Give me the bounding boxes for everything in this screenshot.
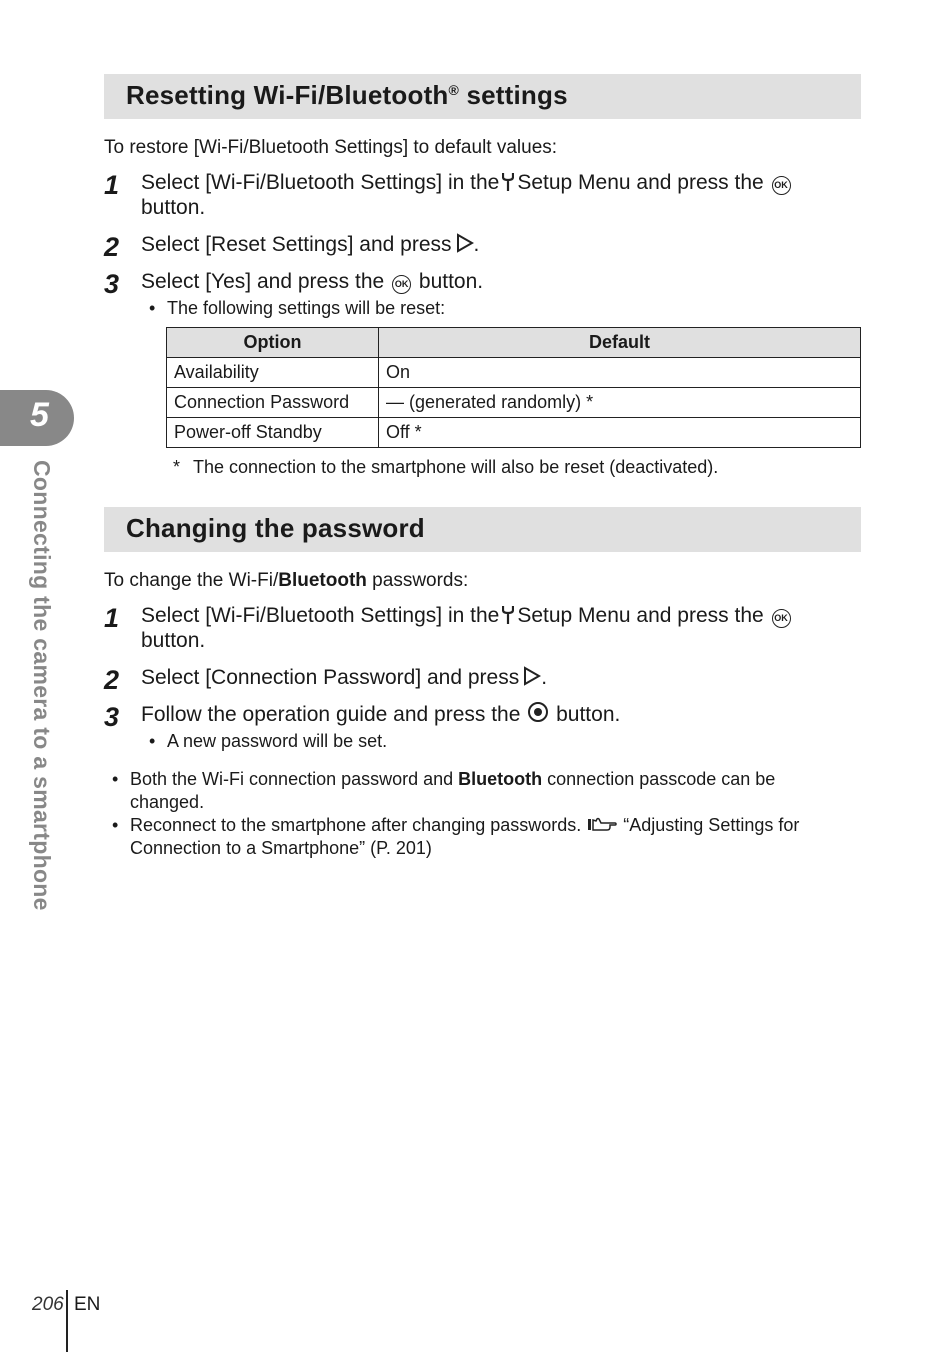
note-item: • Both the Wi-Fi connection password and Bluetooth connection passcode can be changed. (112, 769, 776, 812)
step-text: Select [Wi-Fi/Bluetooth Settings] in the Setup Menu and press the OK button. (141, 170, 793, 220)
section-title-password: Changing the password (126, 513, 425, 543)
intro-reset: To restore [Wi-Fi/Bluetooth Settings] to default values: (104, 137, 558, 158)
table-header: Option (167, 328, 379, 358)
table-cell: On (379, 358, 861, 388)
ok-button-icon: OK (392, 275, 411, 294)
table-cell: Connection Password (167, 388, 379, 418)
chapter-number: 5 (30, 396, 49, 434)
page-number: 206 (32, 1294, 64, 1315)
section-title-reset: Resetting Wi-Fi/Bluetooth® settings (126, 80, 568, 110)
ok-button-icon: OK (772, 609, 791, 628)
table-cell: Power-off Standby (167, 418, 379, 448)
step-text: Select [Wi-Fi/Bluetooth Settings] in the Setup Menu and press the OK button. (141, 603, 793, 653)
note-item: • Reconnect to the smartphone after changing passwords. “Adjusting Settings for Connection to a Smartphone” (P. 201) (112, 815, 800, 858)
step-text: Select [Reset Settings] and press . (141, 233, 480, 256)
bullet-reset-list: • The following settings will be reset: (149, 298, 446, 318)
setup-wrench-icon (502, 605, 514, 625)
table-cell: — (generated randomly) * (379, 388, 861, 418)
table-header: Default (379, 328, 861, 358)
table-row (167, 388, 861, 418)
chapter-title: Connecting the camera to a smartphone (29, 460, 55, 911)
table-cell: Availability (167, 358, 379, 388)
step-number: 2 (104, 232, 120, 262)
footer-divider (66, 1290, 68, 1352)
step-number: 3 (104, 702, 120, 732)
step-text: Follow the operation guide and press the button. (141, 703, 621, 726)
chapter-tab (0, 390, 74, 446)
bullet-new-password: • A new password will be set. (149, 731, 388, 751)
right-arrow-icon (523, 666, 541, 686)
step-number: 1 (104, 170, 120, 200)
setup-wrench-icon (502, 172, 514, 192)
reference-hand-icon (587, 816, 617, 832)
step-number: 1 (104, 603, 120, 633)
page-footer (32, 1294, 101, 1316)
intro-password: To change the Wi-Fi/Bluetooth passwords: (104, 570, 469, 591)
ok-button-icon: OK (772, 176, 791, 195)
target-button-icon (528, 702, 548, 722)
table-row (167, 418, 861, 448)
language-label: EN (74, 1294, 101, 1315)
step-number: 3 (104, 269, 120, 299)
step-text: Select [Connection Password] and press . (141, 666, 548, 689)
table-footnote: * The connection to the smartphone will also be reset (deactivated). (173, 457, 719, 477)
reset-settings-table (166, 327, 861, 448)
step-text: Select [Yes] and press the OK button. (141, 270, 484, 293)
table-row (167, 358, 861, 388)
table-cell: Off * (379, 418, 861, 448)
right-arrow-icon (456, 233, 474, 253)
table-header-row (167, 328, 861, 358)
step-number: 2 (104, 665, 120, 695)
section-header-password (104, 507, 861, 552)
section-header-reset (104, 74, 861, 119)
